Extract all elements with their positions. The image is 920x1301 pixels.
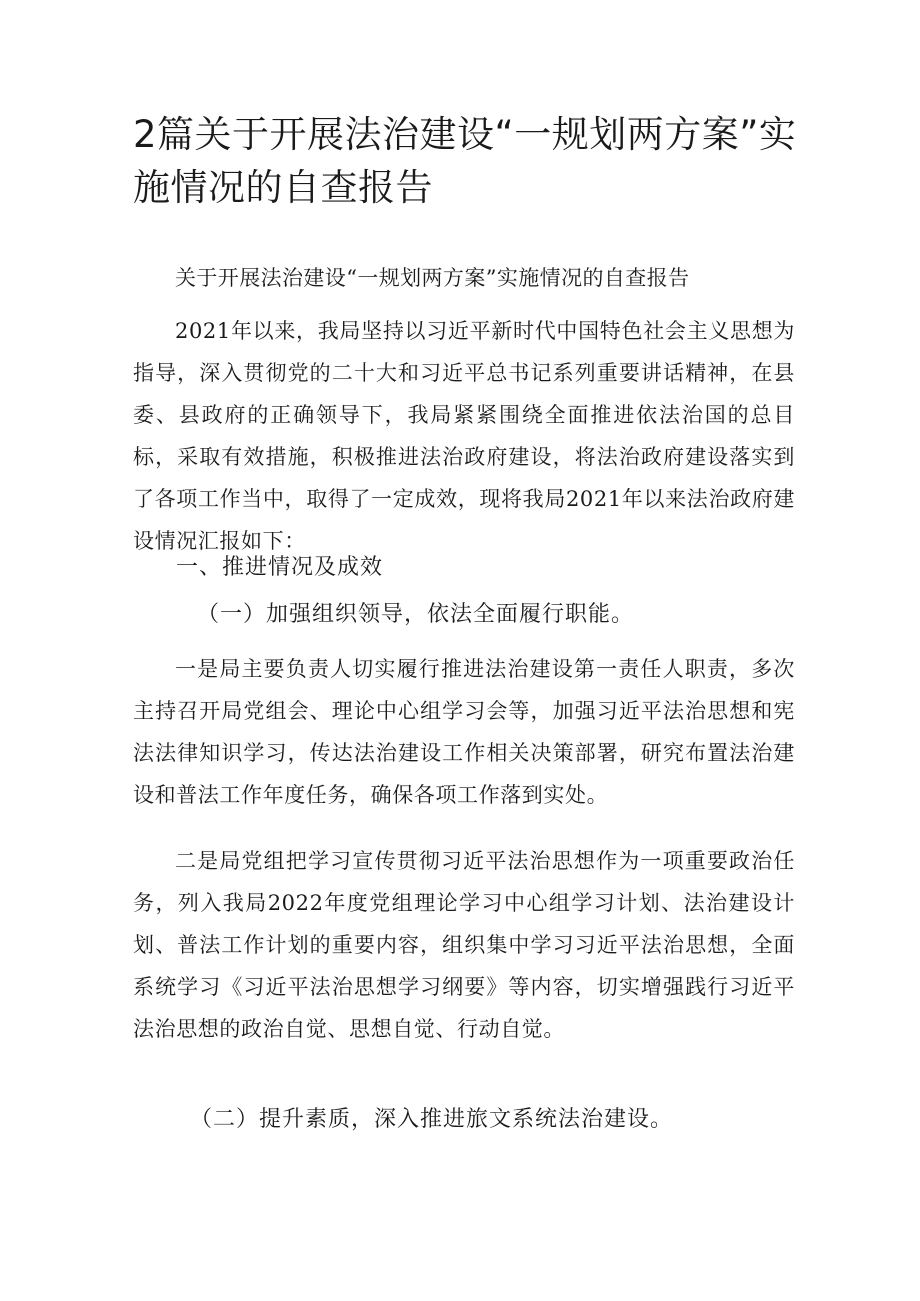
section-heading-progress: 一、推进情况及成效 [176, 555, 384, 580]
document-title: 2篇关于开展法治建设“一规划两方案”实施情况的自查报告 [133, 113, 797, 209]
report-subtitle: 关于开展法治建设“一规划两方案”实施情况的自查报告 [175, 266, 690, 290]
paragraph-first-point: 一是局主要负责人切实履行推进法治建设第一责任人职责，多次主持召开局党组会、理论中心组学习会等，加强习近平法治思想和宪法法律知识学习，传达法治建设工作相关决策部署，研究布置法治建设和普法工作年度任务，确保各项工作落到实处。 [133, 657, 795, 807]
subsection-heading-quality: （二）提升素质，深入推进旅文系统法治建设。 [190, 1107, 674, 1132]
subsection-heading-organization: （一）加强组织领导，依法全面履行职能。 [197, 602, 635, 627]
intro-paragraph: 2021年以来，我局坚持以习近平新时代中国特色社会主义思想为指导，深入贯彻党的二十大和习近平总书记系列重要讲话精神，在县委、县政府的正确领导下，我局紧紧围绕全面推进依法治国的总目标，采取有效措施，积极推进法治政府建设，将法治政府建设落实到了各项工作当中，取得了一定成效，现将我局2021年以来法治政府建设情况汇报如下： [133, 319, 795, 553]
paragraph-second-point: 二是局党组把学习宣传贯彻习近平法治思想作为一项重要政治任务，列入我局2022年度党组理论学习中心组学习计划、法治建设计划、普法工作计划的重要内容，组织集中学习习近平法治思想，全面系统学习《习近平法治思想学习纲要》等内容，切实增强践行习近平法治思想的政治自觉、思想自觉、行动自觉。 [133, 849, 795, 1041]
